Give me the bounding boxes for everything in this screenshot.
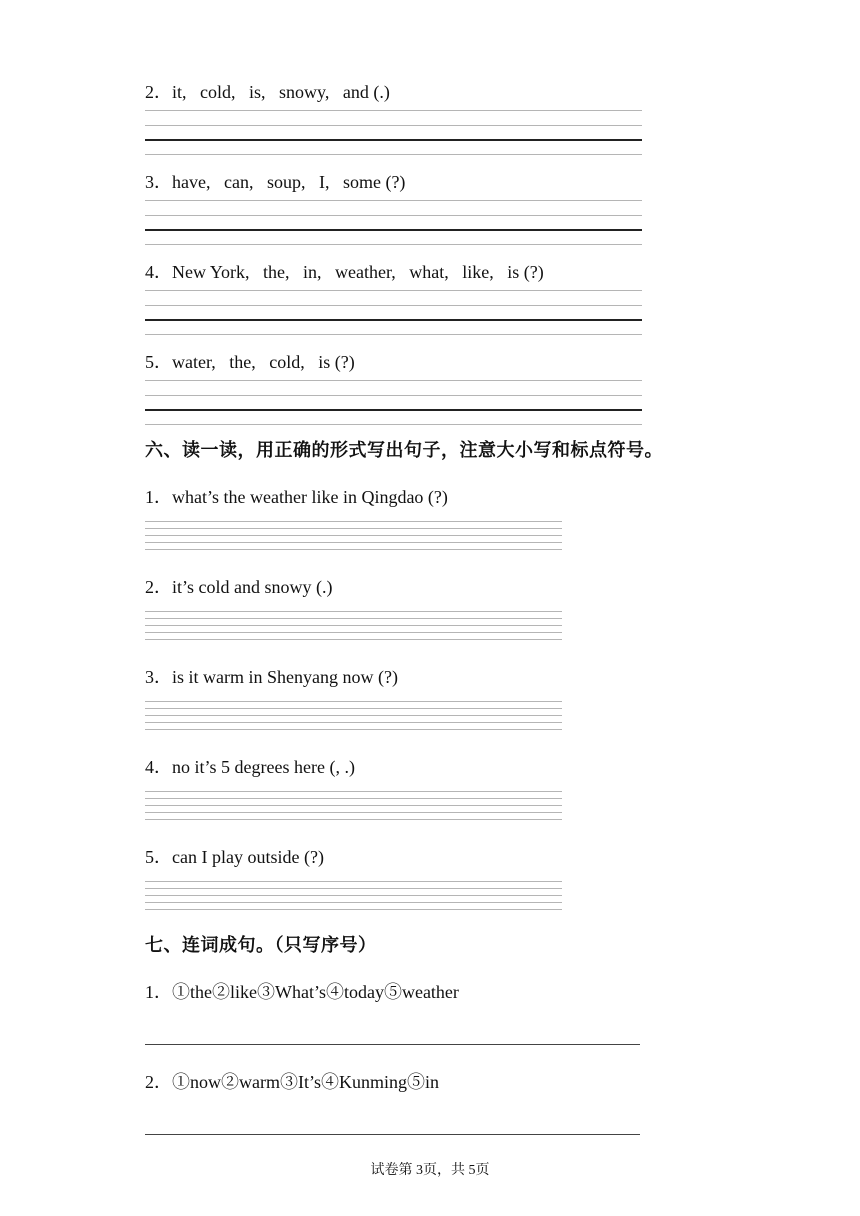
writing-line (145, 334, 642, 335)
writing-line (145, 729, 562, 730)
writing-baseline (145, 229, 642, 231)
question-text: 3．is it warm in Shenyang now (?) (145, 667, 398, 687)
writing-line (145, 639, 562, 640)
writing-line (145, 200, 642, 201)
writing-baseline (145, 139, 642, 141)
writing-line (145, 244, 642, 245)
writing-line (145, 215, 642, 216)
writing-line (145, 625, 562, 626)
writing-line (145, 305, 642, 306)
writing-line (145, 895, 562, 896)
question-text: 3．have, can, soup, I, some (?) (145, 172, 406, 192)
writing-line (145, 798, 562, 799)
writing-line (145, 722, 562, 723)
writing-line (145, 812, 562, 813)
writing-line (145, 542, 562, 543)
writing-line (145, 715, 562, 716)
writing-line (145, 535, 562, 536)
writing-line (145, 424, 642, 425)
writing-line (145, 902, 562, 903)
writing-line (145, 791, 562, 792)
question-text: 5．water, the, cold, is (?) (145, 352, 355, 372)
writing-line (145, 909, 562, 910)
answer-line (145, 1134, 640, 1135)
writing-line (145, 154, 642, 155)
writing-line (145, 549, 562, 550)
writing-line (145, 380, 642, 381)
writing-line (145, 708, 562, 709)
writing-baseline (145, 409, 642, 411)
writing-line (145, 110, 642, 111)
writing-line (145, 701, 562, 702)
question-text: 1．what’s the weather like in Qingdao (?) (145, 487, 448, 507)
question-text: 1．①the②like③What’s④today⑤weather (145, 982, 459, 1002)
answer-line (145, 1044, 640, 1045)
writing-line (145, 805, 562, 806)
writing-line (145, 125, 642, 126)
section6-heading: 六、读一读，用正确的形式写出句子，注意大小写和标点符号。 (145, 440, 663, 461)
writing-line (145, 618, 562, 619)
question-text: 4．no it’s 5 degrees here (, .) (145, 757, 355, 777)
section7-heading: 七、连词成句。（只写序号） (145, 935, 377, 956)
writing-baseline (145, 319, 642, 321)
question-text: 5．can I play outside (?) (145, 847, 324, 867)
question-text: 2．it’s cold and snowy (.) (145, 577, 333, 597)
writing-line (145, 611, 562, 612)
writing-line (145, 881, 562, 882)
writing-line (145, 632, 562, 633)
writing-line (145, 528, 562, 529)
writing-line (145, 888, 562, 889)
question-text: 2．①now②warm③It’s④Kunming⑤in (145, 1072, 439, 1092)
writing-line (145, 395, 642, 396)
writing-line (145, 290, 642, 291)
question-text: 2．it, cold, is, snowy, and (.) (145, 82, 390, 102)
writing-line (145, 521, 562, 522)
writing-line (145, 819, 562, 820)
page-footer: 试卷第 3页，共 5页 (370, 1163, 490, 1178)
question-text: 4．New York, the, in, weather, what, like, is (?) (145, 262, 544, 282)
